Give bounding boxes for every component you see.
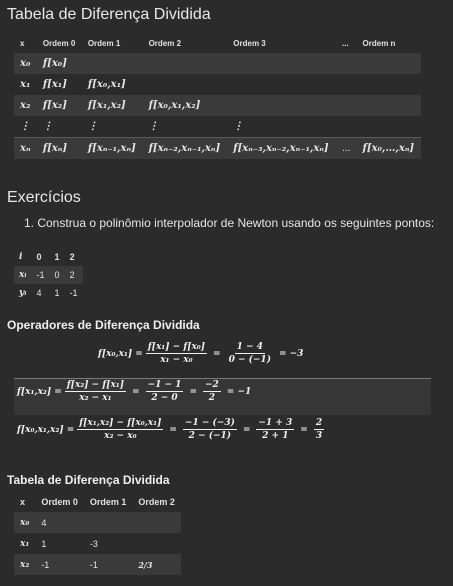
table-row: x₀ 4 [14,512,181,533]
section2-heading: Tabela de Diferença Dividida [7,473,170,487]
exercise-item-1: 1. Construa o polinômio interpolador de Newton usando os seguintes pontos: [24,216,435,230]
points-table [14,248,83,302]
table-row: xₙ f[xₙ] f[xₙ₋₁,xₙ] f[xₙ₋₂,xₙ₋₁,xₙ] f[xₙ₋₃,xₙ₋₂,xₙ₋₁,xₙ] ... f[x₀,…,xₙ] [14,138,421,160]
page-title: Tabela de Diferença Dividida [7,6,211,23]
col-header: ... [341,38,349,48]
col-header: Ordem 3 [233,38,266,48]
table-row: ⋮ ⋮ ⋮ ⋮ ⋮ [20,121,244,132]
table-row: x₂ -1 -1 2/3 [14,554,181,575]
table-row: yᵢ 4 1 -1 [19,288,78,298]
col-header: Ordem 0 [42,38,76,48]
col-header: x [20,38,25,48]
equation-3: f[x₀,x₁,x₂] = $\frac{\text{f[x₁,x₂] − f[x₀,x₁]}}{\text{x₂ − x₀}}$ = $\frac{-1 - (-3)}{2 - (-1)}$ = $\frac{-1 + 3}{2 + 1}$ = $\frac{2}{3}$ [17,418,323,441]
col-header: 1 [54,252,60,262]
col-header: Ordem 2 [138,497,175,507]
col-header: Ordem 1 [87,38,121,48]
col-header: i [19,252,23,262]
table-row: x₁ 1 -3 [20,538,98,549]
col-header: 0 [36,252,42,262]
equation-1: f[x₀,x₁] = $\frac{\text{f[x₁] − f[x₀]}}{\text{x₁ − x₀}}$ = $\frac{1 - 4}{0 - (-1)}$ = −3 [98,342,304,365]
col-header: Ordem 0 [41,497,78,507]
col-header: x [20,497,26,507]
exercises-heading: Exercícios [7,189,81,206]
col-header: Ordem 1 [89,497,127,507]
col-header: 2 [69,252,75,262]
col-header: Ordem 2 [148,38,182,48]
divided-difference-general-table [14,33,421,159]
operators-heading: Operadores de Diferença Dividida [7,318,200,332]
col-header: Ordem n [362,38,396,48]
divided-difference-result-table [14,492,181,575]
table-row: x₀ f[x₀] [14,53,421,74]
table-row: x₁ f[x₁] f[x₀,x₁] [20,79,126,90]
table-row: x₂ f[x₂] f[x₁,x₂] f[x₀,x₁,x₂] [14,95,421,116]
table-row: xᵢ -1 0 2 [14,266,83,284]
equation-2: f[x₁,x₂] = $\frac{\text{f[x₂] − f[x₁]}}{\text{x₂ − x₁}}$ = $\frac{-1 - 1}{2 - 0}$ = $\frac{-2}{2}$ = −1 [17,380,252,403]
